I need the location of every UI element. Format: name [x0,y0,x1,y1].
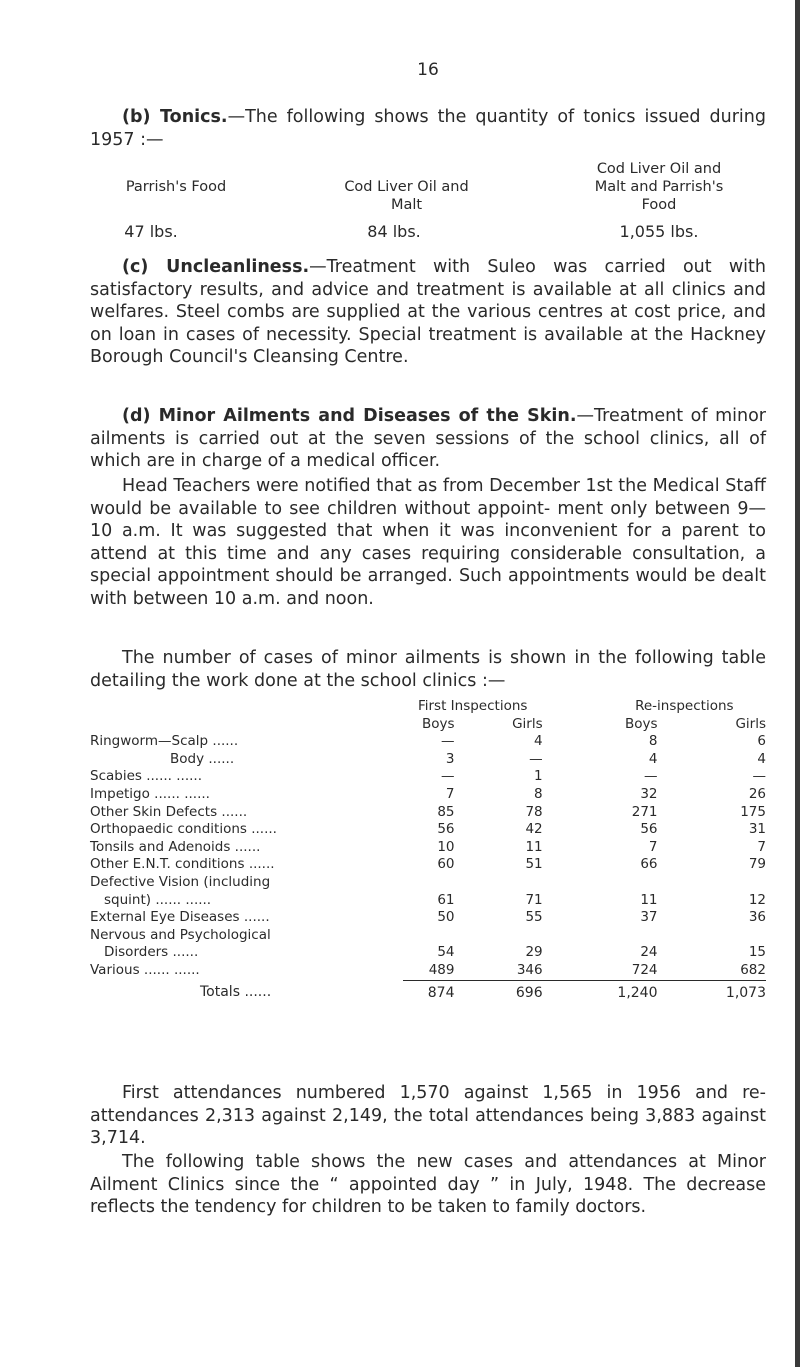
uncleanliness-heading: (c) Uncleanliness. [122,257,310,277]
group-header-re-inspections: Re-inspections [635,698,734,714]
totals-cell: 696 [455,980,543,1002]
row-label: Orthopaedic conditions ...... [90,821,277,838]
tonics-col-label-1: Parrish's Food [125,179,227,195]
cell: 26 [748,785,766,802]
cell: 4 [534,733,543,750]
ailments-sub-header-row [90,716,766,734]
cell: 724 [631,961,658,978]
cell: 50 [437,909,455,926]
cell: — [752,768,766,785]
table-row [90,786,766,804]
cell: 55 [525,909,543,926]
ailments-table [90,698,766,1002]
cell: 36 [748,909,766,926]
cell: 8 [648,733,658,750]
cell: — [441,768,455,785]
cell: 1 [534,768,543,785]
cell: 54 [437,944,455,961]
row-label: Various ...... ...... [90,962,200,979]
table-row [90,962,766,980]
row-label: Nervous and Psychological [90,926,271,943]
cell: 4 [757,750,766,767]
row-label: External Eye Diseases ...... [90,909,270,926]
cell: 7 [648,838,658,855]
sub-header-girls: Girls [512,715,543,732]
cell: 37 [640,909,658,926]
minor-ailments-text: —Treatment of minor ailments is carried out at the seven sessions of the school clinics, all of which are in charge of a medical officer. [90,406,766,471]
tonics-col-value-1: 47 lbs. [124,222,178,241]
tonics-col-value-2: 84 lbs. [367,222,421,241]
new-cases-paragraph: The following table shows the new cases and attendances at Minor Ailment Clinics since the “ appointed day ” in July, 1948. The decrease reflects the tendency for children to be taken to family doctors. [90,1152,766,1217]
cell: 6 [757,733,766,750]
cell: 60 [437,856,455,873]
uncleanliness-text: —Treatment with Suleo was carried out with satisfactory results, and advice and treatment is available at all clinics and welfares. Steel combs are supplied at the various centres at cost price, and on loan in cases of necessity. Special treatment is available at the Hackney Borough Council's Cleansing Centre. [90,257,766,367]
row-label: Body ...... [170,750,235,767]
totals-cell: 1,073 [658,980,766,1002]
cell: 175 [740,803,766,820]
totals-cell: 1,240 [543,980,658,1002]
group-header-first-inspections: First Inspections [417,698,528,714]
table-row [90,768,766,786]
minor-ailments-paragraph [90,405,766,473]
table-row [90,733,766,751]
cell: 7 [445,785,455,802]
sub-header-boys: Boys [624,715,658,732]
totals-row [90,980,766,1002]
cell: 10 [437,838,455,855]
table-row [90,892,766,910]
row-label: Defective Vision (including [90,873,271,890]
row-label-continued: Disorders ...... [104,944,199,961]
row-label: Other Skin Defects ...... [90,803,248,820]
table-row [90,751,766,769]
table-row [90,944,766,962]
cell: 85 [437,803,455,820]
table-row [90,839,766,857]
page-edge [795,0,800,1367]
cell: — [644,768,658,785]
row-label-continued: squint) ...... ...... [104,891,212,908]
table-row [90,874,766,892]
cell: 56 [437,821,455,838]
cell: 42 [525,821,543,838]
table-row [90,821,766,839]
row-label: Tonsils and Adenoids ...... [90,838,261,855]
cell: 4 [648,750,658,767]
number-of-cases-paragraph: The number of cases of minor ailments is shown in the following table detailing the work done at the school clinics :— [90,648,766,691]
table-row [90,804,766,822]
row-label: Impetigo ...... ...... [90,785,210,802]
tonics-paragraph [90,106,766,151]
cell: 31 [748,821,766,838]
row-label: Other E.N.T. conditions ...... [90,856,275,873]
cell: 29 [525,944,543,961]
cell: 79 [748,856,766,873]
minor-ailments-heading: (d) Minor Ailments and Diseases of the Skin. [122,406,577,426]
cell: 11 [640,891,658,908]
table-row [90,909,766,927]
cell: 61 [437,891,455,908]
head-teachers-paragraph: Head Teachers were notified that as from December 1st the Medical Staff would be available to see children without appoint- ment only between 9—10 a.m. It was suggested that when it was inconvenient for a parent to attend at this time and any cases requiring considerable consultation, a special appointment should be arranged. Such appointments would be dealt with between 10 a.m. and noon. [90,476,766,609]
cell: 51 [525,856,543,873]
ailments-group-header-row [90,698,766,716]
cell: 15 [748,944,766,961]
uncleanliness-paragraph [90,256,766,369]
tonics-col-value-3: 1,055 lbs. [619,222,699,241]
sub-header-girls: Girls [735,715,766,732]
cell: 32 [640,785,658,802]
cell: 56 [640,821,658,838]
cell: — [529,750,543,767]
tonics-heading: (b) Tonics. [122,107,228,127]
table-row [90,856,766,874]
cell: 24 [640,944,658,961]
sub-header-boys: Boys [421,715,455,732]
cell: 346 [516,961,543,978]
page-number: 16 [417,60,439,80]
cell: 12 [748,891,766,908]
first-attendances-paragraph: First attendances numbered 1,570 against 1,565 in 1956 and re-attendances 2,313 against 2,149, the total attendances being 3,883 against 3,714. [90,1083,766,1148]
tonics-col-label-3: Cod Liver Oil and Malt and Parrish's Food [594,161,724,213]
cell: 7 [757,838,766,855]
cell: 66 [640,856,658,873]
cell: 489 [428,961,455,978]
cell: 271 [631,803,658,820]
tonics-text: —The following shows the quantity of tonics issued during 1957 :— [90,107,766,150]
table-row [90,927,766,945]
totals-cell: 874 [403,980,455,1002]
cell: 71 [525,891,543,908]
cell: 11 [525,838,543,855]
tonics-col-label-2: Cod Liver Oil and Malt [344,179,469,213]
totals-label: Totals ...... [200,984,272,1001]
cell: — [441,733,455,750]
row-label: Ringworm—Scalp ...... [90,733,239,750]
cell: 8 [534,785,543,802]
cell: 3 [445,750,455,767]
cell: 78 [525,803,543,820]
row-label: Scabies ...... ...... [90,768,203,785]
cell: 682 [740,961,766,978]
